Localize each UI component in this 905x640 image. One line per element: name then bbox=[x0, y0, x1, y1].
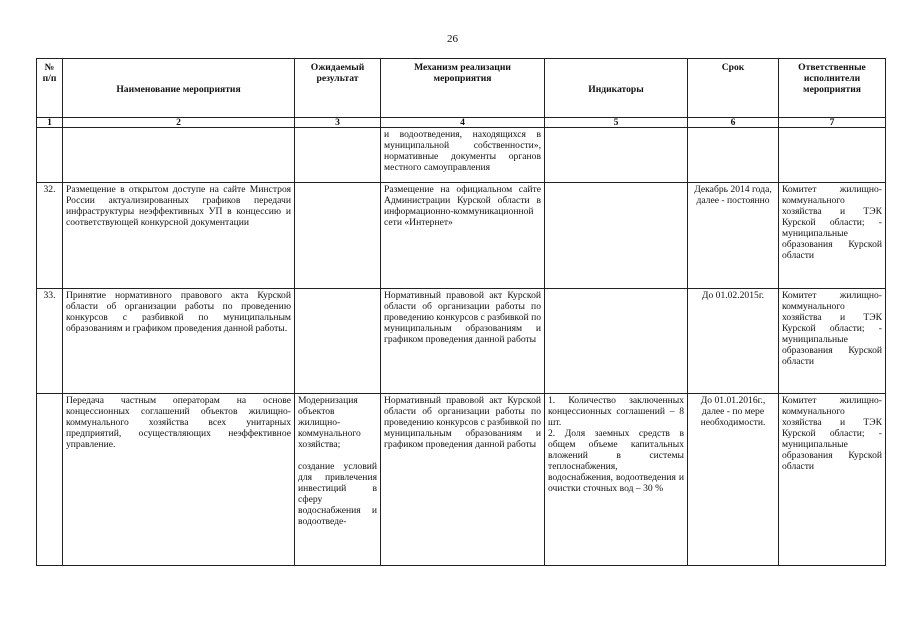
header-result: Ожидаемый результат bbox=[295, 59, 381, 118]
column-number: 3 bbox=[295, 118, 381, 128]
expected-result bbox=[295, 183, 381, 289]
expected-result-part: создание условий для привлечения инвестиций в сферу водоснабжения и водоотведе- bbox=[298, 461, 377, 527]
deadline bbox=[688, 128, 779, 183]
column-number: 4 bbox=[381, 118, 545, 128]
expected-result-part: Модернизация объектов жилищно-коммунального хозяйства; bbox=[298, 395, 361, 450]
indicators bbox=[545, 183, 688, 289]
mechanism: Нормативный правовой акт Курской области об организации работы по проведению конкурсов с разбивкой по муниципальным образованиям и графиком проведения данной работы bbox=[381, 394, 545, 566]
header-name: Наименование мероприятия bbox=[63, 59, 295, 118]
header-indicators: Индикаторы bbox=[545, 59, 688, 118]
expected-result bbox=[295, 289, 381, 394]
mechanism: Размещение на официальном сайте Администрации Курской области в информационно-коммуникационной сети «Интернет» bbox=[381, 183, 545, 289]
header-number: № п/п bbox=[37, 59, 63, 118]
indicators bbox=[545, 289, 688, 394]
indicators bbox=[545, 128, 688, 183]
mechanism: и водоотведения, находящихся в муниципальной собственности», нормативные документы органов местного самоуправления bbox=[381, 128, 545, 183]
column-number-row bbox=[37, 118, 886, 128]
deadline: Декабрь 2014 года, далее - постоянно bbox=[688, 183, 779, 289]
row-number: 33. bbox=[37, 289, 63, 394]
responsible: Комитет жилищно-коммунального хозяйства и ТЭК Курской области; - муниципальные образования Курской области bbox=[779, 183, 886, 289]
measure-name: Принятие нормативного правового акта Курской области об организации работы по проведению конкурсов с разбивкой по муниципальным образованиям и графиком проведения данной работы. bbox=[63, 289, 295, 394]
deadline: До 01.01.2016г., далее - по мере необходимости. bbox=[688, 394, 779, 566]
header-mechanism: Механизм реализации мероприятия bbox=[381, 59, 545, 118]
header-deadline: Срок bbox=[688, 59, 779, 118]
column-number: 1 bbox=[37, 118, 63, 128]
row-number bbox=[37, 394, 63, 566]
column-number: 5 bbox=[545, 118, 688, 128]
header-row bbox=[37, 59, 886, 118]
row-number bbox=[37, 128, 63, 183]
row-number: 32. bbox=[37, 183, 63, 289]
table-row bbox=[37, 183, 886, 289]
expected-result bbox=[295, 394, 381, 566]
mechanism: Нормативный правовой акт Курской области об организации работы по проведению конкурсов с разбивкой по муниципальным образованиям и графиком проведения данной работы bbox=[381, 289, 545, 394]
column-number: 6 bbox=[688, 118, 779, 128]
deadline: До 01.02.2015г. bbox=[688, 289, 779, 394]
table-row bbox=[37, 289, 886, 394]
responsible: Комитет жилищно-коммунального хозяйства и ТЭК Курской области; - муниципальные образования Курской области bbox=[779, 289, 886, 394]
responsible: Комитет жилищно-коммунального хозяйства и ТЭК Курской области; - муниципальные образования Курской области bbox=[779, 394, 886, 566]
table-row bbox=[37, 128, 886, 183]
measure-name bbox=[63, 128, 295, 183]
measures-table bbox=[36, 58, 886, 566]
page-number: 26 bbox=[447, 33, 458, 45]
indicator-item: 2. Доля заемных средств в общем объеме капитальных вложений в системы теплоснабжения, водоснабжения, водоотведения и очистки сточных вод – 30 % bbox=[548, 428, 684, 494]
measure-name: Передача частным операторам на основе концессионных соглашений объектов жилищно-коммунального хозяйства всех унитарных предприятий, осуществляющих неэффективное управление. bbox=[63, 394, 295, 566]
column-number: 2 bbox=[63, 118, 295, 128]
measure-name: Размещение в открытом доступе на сайте Минстроя России актуализированных графиков передачи инфраструктуры неэффективных УП в концессию и соответствующей конкурсной документации bbox=[63, 183, 295, 289]
table-row bbox=[37, 394, 886, 566]
expected-result bbox=[295, 128, 381, 183]
responsible bbox=[779, 128, 886, 183]
header-responsible: Ответственные исполнители мероприятия bbox=[779, 59, 886, 118]
indicator-item: 1. Количество заключенных концессионных соглашений – 8 шт. bbox=[548, 395, 684, 428]
indicators bbox=[545, 394, 688, 566]
column-number: 7 bbox=[779, 118, 886, 128]
